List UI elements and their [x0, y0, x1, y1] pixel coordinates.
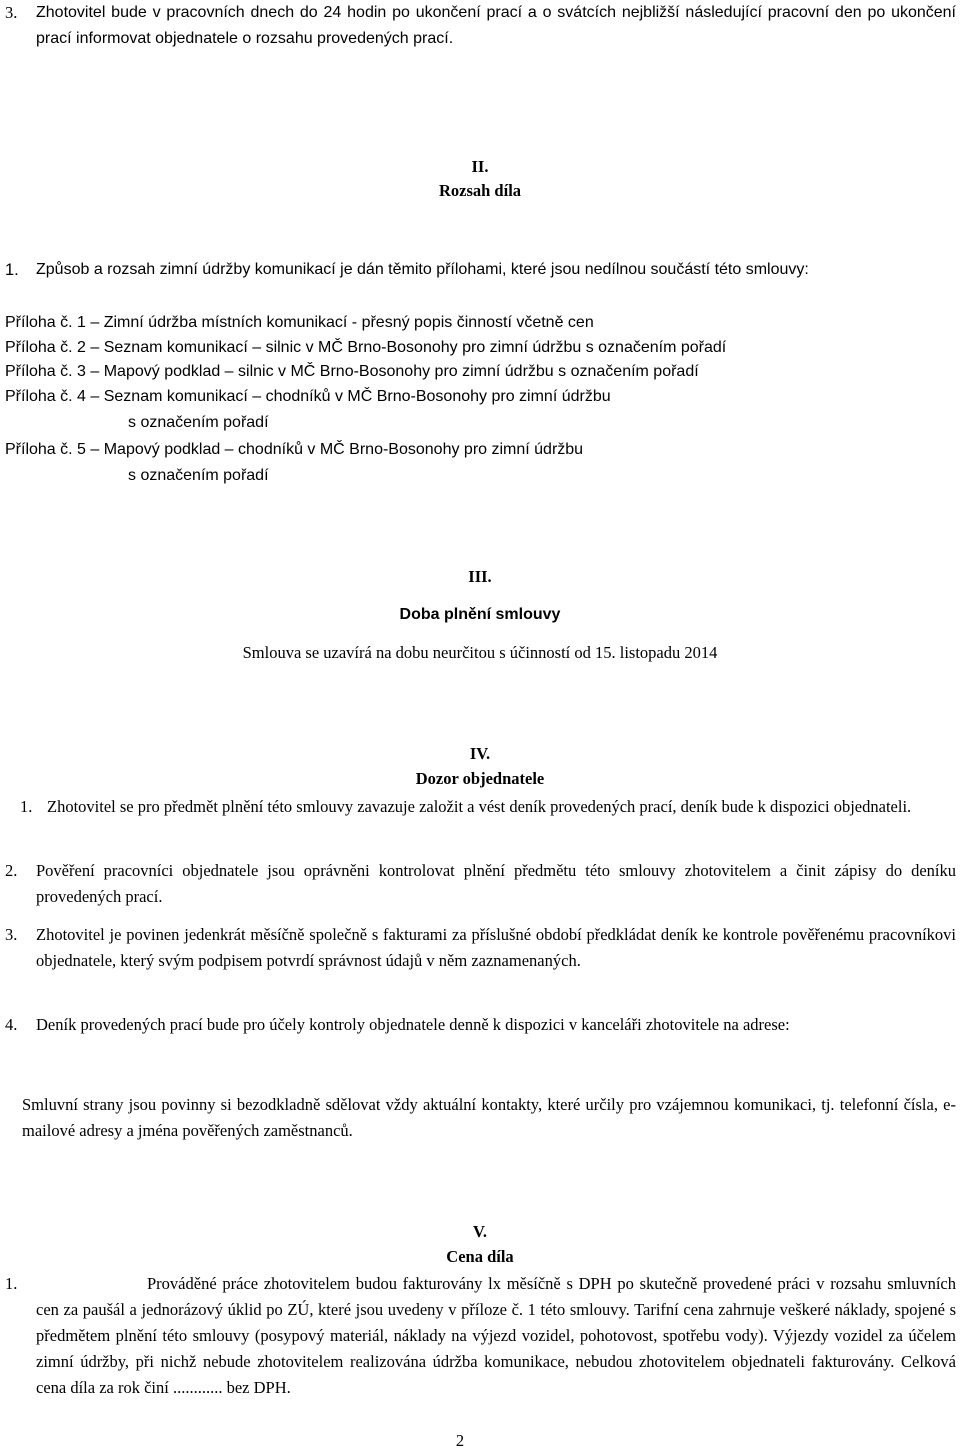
dozor-item-1-text: Zhotovitel se pro předmět plnění této smlouvy zavazuje založit a vést deník provedených prací, deník bude k dispozici objednateli.	[47, 797, 912, 816]
dozor-item-3-text: Zhotovitel je povinen jedenkrát měsíčně společně s fakturami za příslušné období předkládat deník ke kontrole pověřenému pracovníkovi objednatele, který svým podpisem potvrdí správnost údajů v něm zaznamenaných.	[36, 925, 956, 970]
section-ii-item1-number: 1.	[5, 261, 19, 279]
attachment-5-continuation: s označením pořadí	[128, 467, 269, 484]
price-item-1-number: 1.	[5, 1274, 18, 1293]
dozor-item-2-number: 2.	[5, 861, 18, 880]
contacts-paragraph: Smluvní strany jsou povinny si bezodkladně sdělovat vždy aktuální kontakty, které určily pro vzájemnou komunikaci, tj. telefonní čísla, e-mailové adresy a jména pověřených zaměstnanců.	[22, 1095, 956, 1140]
section-ii-item1-text: Způsob a rozsah zimní údržby komunikací je dán těmito přílohami, které jsou nedílnou součástí této smlouvy:	[36, 261, 809, 278]
dozor-item-1-number: 1.	[20, 797, 33, 816]
section-v-title: Cena díla	[446, 1247, 514, 1266]
price-item-1-text: Prováděné práce zhotovitelem budou fakturovány lx měsíčně s DPH po skutečně provedené práci v rozsahu smluvních cen za paušál a jednorázový úklid po ZÚ, které jsou uvedeny v příloze č. 1 této smlouvy. Tarifní cena zahrnuje veškeré náklady, spojené s předmětem plnění této smlouvy (posypový materiál, náklady na výjezd vozidel, pohotovost, spotřebu vody). Výjezdy vozidel za účelem zimní údržby, při nichž nebude zhotovitelem realizována údržba komunikace, nebudou zhotovitelem objednateli fakturovány. Celková cena díla za rok činí ............ bez DPH.	[36, 1274, 956, 1397]
section-iv-title: Dozor objednatele	[415, 769, 545, 788]
attachment-3: Příloha č. 3 – Mapový podklad – silnic v MČ Brno-Bosonohy pro zimní údržbu s označením pořadí	[5, 363, 699, 380]
page-number: 2	[455, 1431, 465, 1450]
section-iii-title: Doba plnění smlouvy	[399, 606, 561, 623]
section-v-roman: V.	[473, 1222, 487, 1241]
dozor-item-4-number: 4.	[5, 1015, 18, 1034]
prev-item-text: Zhotovitel bude v pracovních dnech do 24 hodin po ukončení prací a o svátcích nejbližší následující pracovní den po ukončení prací informovat objednatele o rozsahu provedených prací.	[36, 4, 956, 47]
section-iii-roman: III.	[468, 567, 492, 586]
attachment-4-continuation: s označením pořadí	[128, 414, 269, 431]
dozor-item-4-text: Deník provedených prací bude pro účely kontroly objednatele denně k dispozici v kanceláři zhotovitele na adrese:	[36, 1015, 790, 1034]
attachment-5: Příloha č. 5 – Mapový podklad – chodníků v MČ Brno-Bosonohy pro zimní údržbu	[5, 441, 584, 458]
dozor-item-3-number: 3.	[5, 925, 18, 944]
section-ii-title: Rozsah díla	[438, 181, 522, 200]
attachment-4: Příloha č. 4 – Seznam komunikací – chodníků v MČ Brno-Bosonohy pro zimní údržbu	[5, 388, 611, 405]
section-iii-text: Smlouva se uzavírá na dobu neurčitou s účinností od 15. listopadu 2014	[242, 643, 718, 662]
attachment-1: Příloha č. 1 – Zimní údržba místních komunikací - přesný popis činností včetně cen	[5, 314, 594, 331]
section-ii-roman: II.	[471, 157, 489, 176]
dozor-item-2-text: Pověření pracovníci objednatele jsou oprávněni kontrolovat plnění předmětu této smlouvy zhotovitelem a činit zápisy do deníku provedených prací.	[36, 861, 956, 906]
section-iv-roman: IV.	[469, 744, 491, 763]
prev-item-number: 3.	[5, 3, 18, 22]
attachment-2: Příloha č. 2 – Seznam komunikací – silnic v MČ Brno-Bosonohy pro zimní údržbu s označením pořadí	[5, 339, 727, 356]
